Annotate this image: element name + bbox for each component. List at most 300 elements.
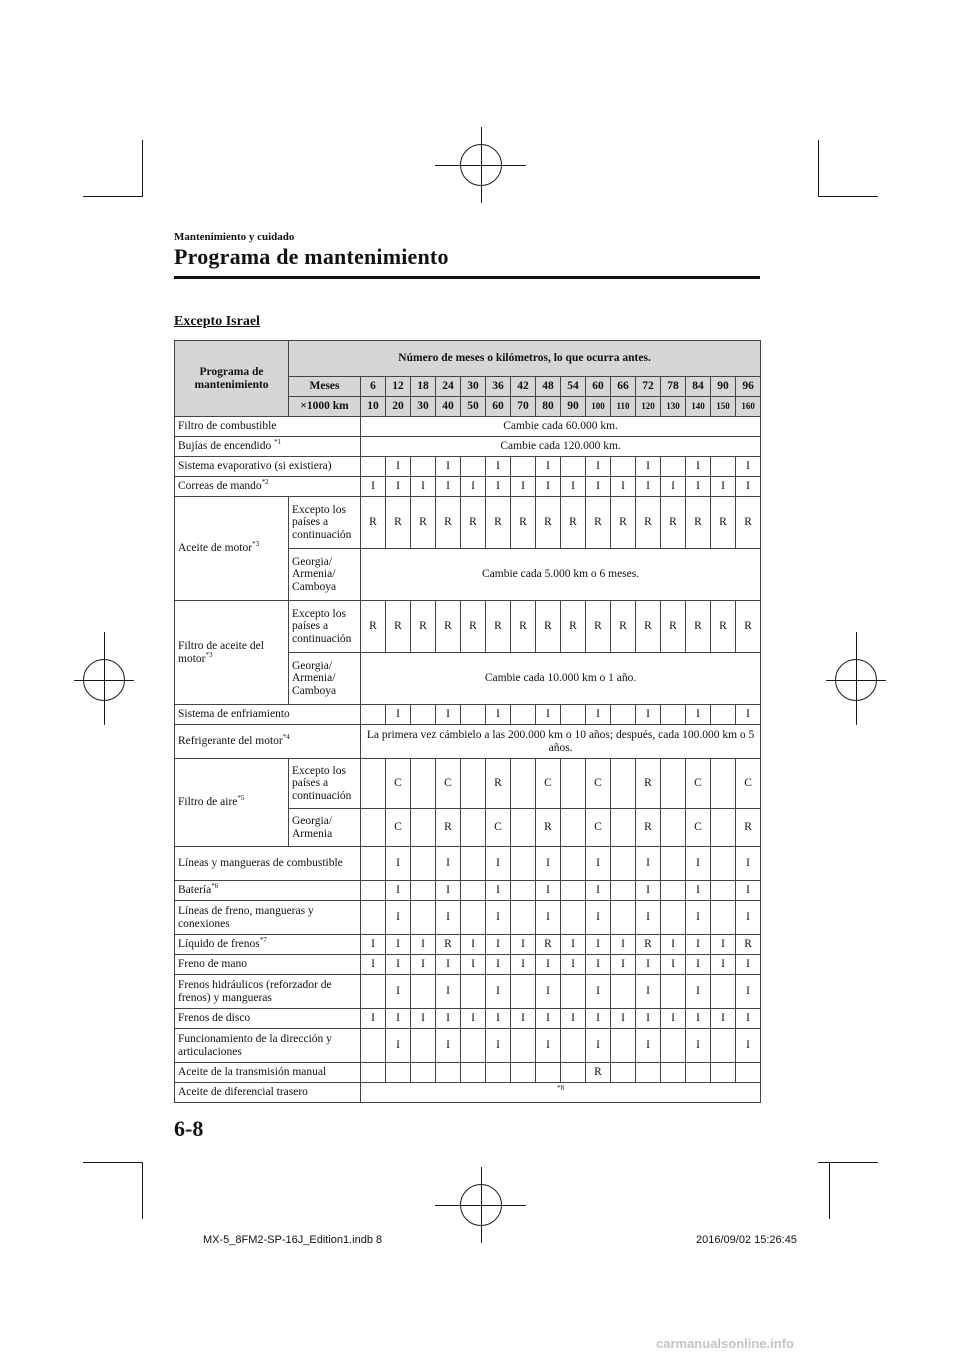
interval-cell: I [636, 901, 661, 935]
interval-cell: I [711, 477, 736, 497]
interval-cell: I [661, 935, 686, 955]
interval-cell [636, 1063, 661, 1083]
interval-cell: I [636, 975, 661, 1009]
interval-cell [511, 759, 536, 809]
interval-cell [461, 847, 486, 881]
interval-cell: R [436, 601, 461, 653]
interval-cell [711, 809, 736, 847]
interval-cell: C [536, 759, 561, 809]
km-header: 50 [461, 397, 486, 417]
footnote-mark: *1 [274, 438, 282, 447]
interval-note [361, 1083, 761, 1103]
interval-cell: R [736, 809, 761, 847]
interval-cell [511, 809, 536, 847]
row-label [175, 417, 361, 437]
interval-cell: I [436, 705, 461, 725]
footer-filename: MX-5_8FM2-SP-16J_Edition1.indb 8 [203, 1234, 383, 1246]
table-row [175, 417, 761, 437]
interval-cell: I [486, 1009, 511, 1029]
interval-cell [411, 457, 436, 477]
table-row [175, 437, 761, 457]
interval-cell [411, 705, 436, 725]
interval-cell [486, 1063, 511, 1083]
interval-cell: I [636, 881, 661, 901]
interval-cell: I [486, 881, 511, 901]
km-header: 130 [661, 397, 686, 417]
row-label-text: Sistema de enfriamiento [178, 708, 290, 721]
interval-cell: I [486, 955, 511, 975]
interval-cell [611, 1029, 636, 1063]
interval-cell: C [686, 809, 711, 847]
interval-cell [511, 847, 536, 881]
row-label-text: Filtro de combustible [178, 420, 277, 433]
row-label [175, 955, 361, 975]
interval-cell [711, 847, 736, 881]
interval-cell: I [561, 477, 586, 497]
interval-cell [511, 705, 536, 725]
interval-cell: I [411, 1009, 436, 1029]
interval-cell [611, 457, 636, 477]
interval-cell [561, 881, 586, 901]
km-header: 40 [436, 397, 461, 417]
table-row [175, 477, 761, 497]
interval-cell: R [711, 497, 736, 549]
interval-cell [511, 975, 536, 1009]
interval-cell: I [661, 477, 686, 497]
table-row [175, 881, 761, 901]
km-header: 10 [361, 397, 386, 417]
interval-cell: R [536, 935, 561, 955]
interval-cell [461, 1029, 486, 1063]
watermark: carmanualsonline.info [656, 1336, 794, 1351]
row-label [175, 497, 289, 601]
interval-cell: C [486, 809, 511, 847]
km-header: 120 [636, 397, 661, 417]
section-label: Mantenimiento y cuidado [174, 231, 295, 243]
interval-cell: R [436, 497, 461, 549]
month-header: 60 [586, 377, 611, 397]
interval-cell: R [661, 497, 686, 549]
interval-cell: I [361, 935, 386, 955]
row-label-text: Líneas y mangueras de combustible [178, 857, 343, 870]
interval-cell [461, 457, 486, 477]
interval-cell: R [361, 601, 386, 653]
interval-cell [411, 901, 436, 935]
interval-cell [436, 1063, 461, 1083]
row-label-text: Aceite de diferencial trasero [178, 1086, 308, 1099]
interval-cell [361, 975, 386, 1009]
interval-cell [461, 705, 486, 725]
footnote-mark: *4 [282, 733, 290, 742]
interval-cell: I [736, 881, 761, 901]
interval-header: Número de meses o kilómetros, lo que ocurra antes. [289, 341, 761, 377]
km-header: 150 [711, 397, 736, 417]
interval-cell: R [686, 497, 711, 549]
month-header: 54 [561, 377, 586, 397]
footnote-mark: *7 [259, 936, 267, 945]
interval-cell [711, 975, 736, 1009]
interval-cell: I [561, 1009, 586, 1029]
interval-cell: R [486, 497, 511, 549]
month-header: 84 [686, 377, 711, 397]
row-label [175, 759, 289, 847]
interval-cell: I [686, 705, 711, 725]
interval-cell [661, 759, 686, 809]
row-label [175, 457, 361, 477]
interval-cell: I [511, 935, 536, 955]
row-label [175, 1009, 361, 1029]
row-label-text: Aceite de motor [178, 542, 253, 555]
interval-cell: I [486, 1029, 511, 1063]
footnote-mark: *2 [261, 478, 269, 487]
interval-cell: I [636, 477, 661, 497]
subheading: Excepto Israel [174, 314, 260, 329]
interval-cell: I [486, 901, 511, 935]
interval-cell: I [511, 955, 536, 975]
interval-cell: I [361, 477, 386, 497]
interval-cell: R [686, 601, 711, 653]
table-row [175, 705, 761, 725]
interval-cell: I [536, 975, 561, 1009]
footer-timestamp: 2016/09/02 15:26:45 [696, 1234, 797, 1246]
interval-cell [411, 975, 436, 1009]
interval-cell: I [586, 457, 611, 477]
interval-cell [411, 1029, 436, 1063]
interval-cell: I [436, 975, 461, 1009]
sub-label: Excepto los países a continuación [289, 601, 361, 653]
interval-cell: I [411, 477, 436, 497]
interval-cell: I [636, 705, 661, 725]
interval-cell [611, 901, 636, 935]
table-row [175, 725, 761, 759]
km-header: 70 [511, 397, 536, 417]
maintenance-schedule-table [174, 340, 761, 1103]
interval-cell: I [411, 955, 436, 975]
sub-label: Excepto los países a continuación [289, 497, 361, 549]
interval-cell [461, 809, 486, 847]
interval-cell: R [386, 497, 411, 549]
table-row [175, 601, 761, 653]
interval-cell: I [586, 705, 611, 725]
interval-cell: I [486, 975, 511, 1009]
interval-cell [611, 759, 636, 809]
row-label-text: Aceite de la transmisión manual [178, 1066, 327, 1079]
page-title: Programa de mantenimiento [174, 244, 449, 269]
row-label-text: Frenos de disco [178, 1012, 251, 1025]
sub-label: Georgia/ Armenia/ Camboya [289, 653, 361, 705]
interval-cell: I [386, 457, 411, 477]
interval-cell: R [461, 497, 486, 549]
month-header: 72 [636, 377, 661, 397]
interval-cell [661, 1029, 686, 1063]
row-label-text: Bujías de encendido [178, 440, 275, 453]
title-divider [174, 276, 760, 279]
interval-cell: I [361, 955, 386, 975]
interval-cell [711, 881, 736, 901]
month-header: 96 [736, 377, 761, 397]
interval-cell: I [536, 1029, 561, 1063]
km-header: 110 [611, 397, 636, 417]
row-label-text: Freno de mano [178, 958, 247, 971]
interval-cell: I [436, 457, 461, 477]
interval-cell: I [386, 955, 411, 975]
sub-label: Georgia/ Armenia [289, 809, 361, 847]
row-label-text: Frenos hidráulicos (reforzador de frenos) y mangueras [178, 979, 332, 1004]
row-label [175, 1063, 361, 1083]
interval-cell: I [686, 901, 711, 935]
interval-cell: I [461, 955, 486, 975]
interval-cell: R [561, 601, 586, 653]
interval-cell: R [536, 601, 561, 653]
interval-cell: I [511, 477, 536, 497]
interval-cell: I [611, 1009, 636, 1029]
interval-cell: I [586, 477, 611, 497]
interval-cell: I [636, 847, 661, 881]
interval-cell: I [686, 477, 711, 497]
interval-cell: I [386, 477, 411, 497]
program-header: Programa de mantenimiento [175, 341, 289, 417]
interval-cell: I [661, 955, 686, 975]
interval-cell: I [536, 457, 561, 477]
table-row [175, 975, 761, 1009]
interval-cell: C [686, 759, 711, 809]
interval-cell: I [561, 935, 586, 955]
interval-cell: I [586, 1029, 611, 1063]
interval-cell [611, 1063, 636, 1083]
month-header: 42 [511, 377, 536, 397]
km-header: 60 [486, 397, 511, 417]
interval-cell [461, 901, 486, 935]
interval-cell: I [711, 935, 736, 955]
interval-cell: I [361, 1009, 386, 1029]
interval-cell: R [411, 497, 436, 549]
interval-cell [711, 901, 736, 935]
row-label [175, 975, 361, 1009]
interval-cell: R [736, 497, 761, 549]
interval-cell: I [536, 477, 561, 497]
interval-cell: C [386, 759, 411, 809]
interval-cell: I [536, 881, 561, 901]
table-row [175, 847, 761, 881]
interval-cell: I [686, 847, 711, 881]
interval-cell: I [736, 477, 761, 497]
interval-cell [711, 457, 736, 477]
interval-cell: I [536, 705, 561, 725]
table-row [175, 1029, 761, 1063]
month-header: 78 [661, 377, 686, 397]
interval-cell: R [636, 497, 661, 549]
interval-cell: R [636, 601, 661, 653]
page-number: 6-8 [174, 1116, 204, 1141]
km-header: 80 [536, 397, 561, 417]
row-label [175, 881, 361, 901]
footnote-mark: *6 [211, 882, 219, 891]
interval-cell: I [386, 935, 411, 955]
interval-cell: R [561, 497, 586, 549]
interval-cell: I [736, 705, 761, 725]
footnote-mark: *5 [237, 794, 245, 803]
interval-cell [511, 1063, 536, 1083]
row-label-text: Batería [178, 884, 212, 897]
interval-cell: R [461, 601, 486, 653]
km-header: 30 [411, 397, 436, 417]
row-label [175, 705, 361, 725]
km-header: 20 [386, 397, 411, 417]
interval-cell [611, 705, 636, 725]
interval-cell: R [436, 809, 461, 847]
interval-cell [461, 881, 486, 901]
interval-cell: I [736, 1029, 761, 1063]
interval-cell: R [511, 601, 536, 653]
interval-cell [361, 881, 386, 901]
interval-cell: R [711, 601, 736, 653]
row-label [175, 901, 361, 935]
interval-cell: I [411, 935, 436, 955]
sub-label: Excepto los países a continuación [289, 759, 361, 809]
interval-cell: I [586, 975, 611, 1009]
month-header: 30 [461, 377, 486, 397]
interval-cell: R [486, 759, 511, 809]
interval-cell: I [611, 935, 636, 955]
table-row [175, 1063, 761, 1083]
row-label-text: Refrigerante del motor [178, 735, 283, 748]
interval-cell [661, 705, 686, 725]
interval-cell: I [436, 1009, 461, 1029]
km-header: 100 [586, 397, 611, 417]
interval-cell: I [736, 901, 761, 935]
interval-cell [561, 901, 586, 935]
interval-cell: C [586, 809, 611, 847]
footnote-mark: *3 [205, 650, 213, 659]
interval-cell [711, 759, 736, 809]
interval-cell: I [611, 955, 636, 975]
interval-cell: I [586, 935, 611, 955]
interval-cell: I [436, 901, 461, 935]
interval-cell [461, 975, 486, 1009]
interval-cell: I [561, 955, 586, 975]
interval-cell [461, 1063, 486, 1083]
month-header: 18 [411, 377, 436, 397]
interval-cell: I [736, 1009, 761, 1029]
interval-cell [411, 809, 436, 847]
table-row [175, 497, 761, 549]
interval-cell [461, 759, 486, 809]
row-label [175, 725, 361, 759]
interval-cell [511, 901, 536, 935]
interval-cell: I [486, 477, 511, 497]
interval-cell: I [586, 901, 611, 935]
interval-cell [561, 457, 586, 477]
interval-cell [361, 901, 386, 935]
interval-cell: I [536, 955, 561, 975]
interval-cell: I [736, 975, 761, 1009]
interval-cell [561, 1029, 586, 1063]
table-row [175, 1009, 761, 1029]
interval-cell: I [586, 881, 611, 901]
interval-cell: I [386, 901, 411, 935]
row-label-text: Correas de mando [178, 480, 262, 493]
footnote-mark: *8 [557, 1084, 565, 1093]
interval-cell: I [436, 955, 461, 975]
interval-cell: I [536, 847, 561, 881]
interval-cell [561, 975, 586, 1009]
row-label [175, 477, 361, 497]
interval-cell [361, 847, 386, 881]
interval-cell [411, 847, 436, 881]
interval-cell: I [386, 847, 411, 881]
interval-cell: C [586, 759, 611, 809]
interval-cell [561, 847, 586, 881]
interval-cell [561, 1063, 586, 1083]
interval-cell: I [436, 477, 461, 497]
interval-cell: I [736, 847, 761, 881]
interval-cell [661, 901, 686, 935]
month-header: 90 [711, 377, 736, 397]
interval-cell: R [536, 809, 561, 847]
interval-cell [361, 705, 386, 725]
footnote-mark: *3 [252, 540, 260, 549]
interval-cell: R [411, 601, 436, 653]
interval-cell [661, 809, 686, 847]
row-label [175, 1029, 361, 1063]
row-label-text: Funcionamiento de la dirección y articulaciones [178, 1033, 332, 1058]
interval-cell: I [711, 1009, 736, 1029]
interval-cell: I [386, 975, 411, 1009]
row-label [175, 1083, 361, 1103]
interval-cell: I [686, 881, 711, 901]
interval-cell: I [511, 1009, 536, 1029]
interval-cell [611, 975, 636, 1009]
interval-cell: I [611, 477, 636, 497]
interval-cell [661, 457, 686, 477]
interval-cell: R [661, 601, 686, 653]
interval-cell: C [436, 759, 461, 809]
interval-cell: I [636, 1009, 661, 1029]
interval-cell: R [611, 601, 636, 653]
month-header: 66 [611, 377, 636, 397]
interval-cell: I [436, 847, 461, 881]
interval-cell: I [736, 955, 761, 975]
month-header: 12 [386, 377, 411, 397]
interval-note: La primera vez cámbielo a las 200.000 km o 10 años; después, cada 100.000 km o 5 años. [361, 725, 761, 759]
row-label [175, 935, 361, 955]
interval-cell [561, 759, 586, 809]
interval-cell: R [436, 935, 461, 955]
interval-cell: I [436, 881, 461, 901]
interval-cell [361, 457, 386, 477]
interval-cell [361, 1063, 386, 1083]
interval-cell: R [636, 935, 661, 955]
interval-cell: R [736, 601, 761, 653]
interval-cell [361, 1029, 386, 1063]
table-row [175, 955, 761, 975]
interval-cell: I [686, 1029, 711, 1063]
interval-cell: I [586, 1009, 611, 1029]
interval-cell: R [386, 601, 411, 653]
interval-cell: R [586, 1063, 611, 1083]
interval-cell: R [536, 497, 561, 549]
interval-cell [361, 759, 386, 809]
month-header: 6 [361, 377, 386, 397]
interval-cell [611, 809, 636, 847]
interval-cell: I [386, 1009, 411, 1029]
interval-cell: C [386, 809, 411, 847]
interval-cell [511, 881, 536, 901]
interval-cell: I [486, 705, 511, 725]
interval-cell [711, 1063, 736, 1083]
interval-cell: I [386, 881, 411, 901]
months-label: Meses [289, 377, 361, 397]
